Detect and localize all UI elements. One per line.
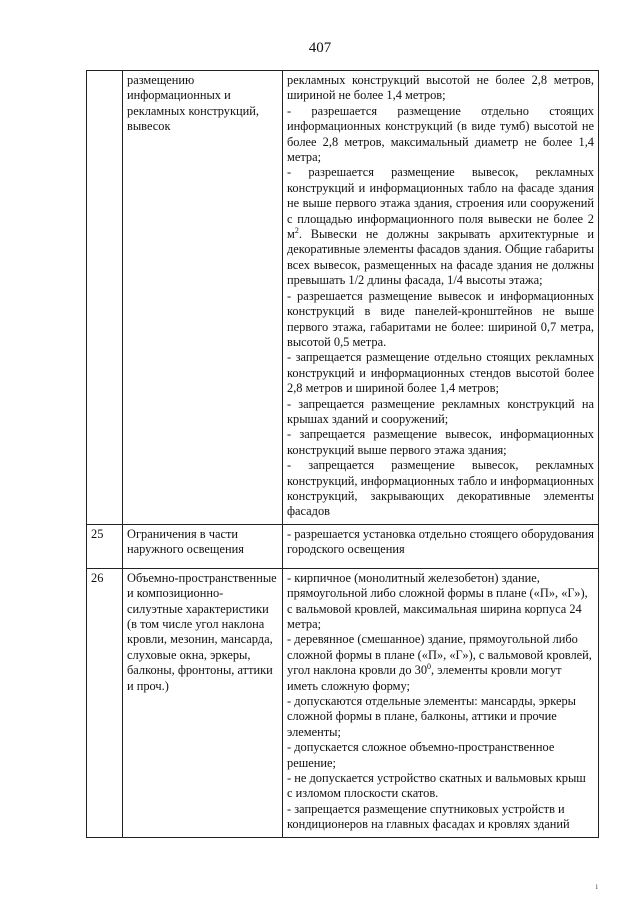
list-item: - не допускается устройство скатных и вальмовых крыш с изломом плоскости скатов. xyxy=(287,771,586,801)
row-subject: Объемно-пространственные и композиционно-силуэтные характеристики (в том числе угол наклона кровли, мезонин, мансарда, слуховые окна, эркеры, балконы, фронтоны, аттики и проч.) xyxy=(123,568,283,837)
list-item: - запрещается размещение рекламных конструкций на крышах зданий и сооружений; xyxy=(287,396,594,426)
row-subject: размещению информационных и рекламных конструкций, вывесок xyxy=(123,71,283,525)
list-item: - запрещается размещение вывесок, информационных конструкций выше первого этажа здания; xyxy=(287,427,594,457)
table-row xyxy=(87,524,599,568)
row-content xyxy=(283,524,599,568)
list-item: - запрещается размещение спутниковых устройств и кондиционеров на главных фасадах и кровлях зданий xyxy=(287,801,570,832)
row-subject: Ограничения в части наружного освещения xyxy=(123,524,283,568)
item-text-tail: , элементы кровли могут иметь сложную форму; xyxy=(287,663,562,693)
list-item xyxy=(287,165,594,288)
scan-mark: ı xyxy=(595,881,598,891)
regulation-table xyxy=(86,70,599,838)
table-row xyxy=(87,71,599,525)
list-item: - допускаются отдельные элементы: мансарды, эркеры сложной формы в плане, балконы, аттики и прочие элементы; xyxy=(287,694,576,739)
row-number xyxy=(87,71,123,525)
list-item: - кирпичное (монолитный железобетон) здание, прямоугольной либо сложной формы в плане («П», «Г»), с вальмовой кровлей, максимальная ширина корпуса 24 метра; xyxy=(287,570,588,631)
item-text-tail: . Вывески не должны закрывать архитектурные и декоративные элементы фасадов здания. Общие габариты всех вывесок, размещенных на фасаде здания не должны превышать 1/2 длины фасада, 1/4 высоты этажа; xyxy=(287,227,594,288)
list-item: - допускается сложное объемно-пространственное решение; xyxy=(287,740,555,770)
list-item: рекламных конструкций высотой не более 2,8 метров, шириной не более 1,4 метров; xyxy=(287,73,594,103)
page-number: 407 xyxy=(308,40,332,56)
list-item: - запрещается размещение вывесок, рекламных конструкций, информационных табло и информационных конструкций, закрывающих декоративные элементы фасадов xyxy=(287,458,594,519)
item-text: - деревянное (смешанное) здание, прямоугольной либо сложной формы в плане («П», «Г»), с вальмовой кровлей, угол наклона кровли до 30 xyxy=(287,632,592,678)
list-item xyxy=(287,632,594,694)
list-item: - разрешается размещение вывесок и информационных конструкций в виде панелей-кронштейнов не выше первого этажа, габаритами не более: шириной 0,7 метра, высотой 0,5 метра. xyxy=(287,288,594,349)
list-item: - запрещается размещение отдельно стоящих рекламных конструкций и информационных стендов высотой более 2,8 метров и шириной более 1,4 метров; xyxy=(287,350,594,396)
item-text: - разрешается размещение вывесок, рекламных конструкций и информационных табло на фасаде здания не выше первого этажа здания, строения или сооружений с площадью информационного поля вывески не более 2 м xyxy=(287,165,594,242)
list-item: - разрешается установка отдельно стоящего оборудования городского освещения xyxy=(287,526,594,557)
row-number: 26 xyxy=(87,568,123,837)
row-content xyxy=(283,568,599,837)
table-row xyxy=(87,568,599,837)
superscript: 2 xyxy=(294,225,299,235)
list-item: - разрешается размещение отдельно стоящих информационных конструкций (в виде тумб) высотой не более 2,8 метров, максимальный диаметр не более 1,4 метра; xyxy=(287,103,594,165)
row-number: 25 xyxy=(87,524,123,568)
row-content xyxy=(283,71,599,525)
superscript: 0 xyxy=(427,662,432,672)
